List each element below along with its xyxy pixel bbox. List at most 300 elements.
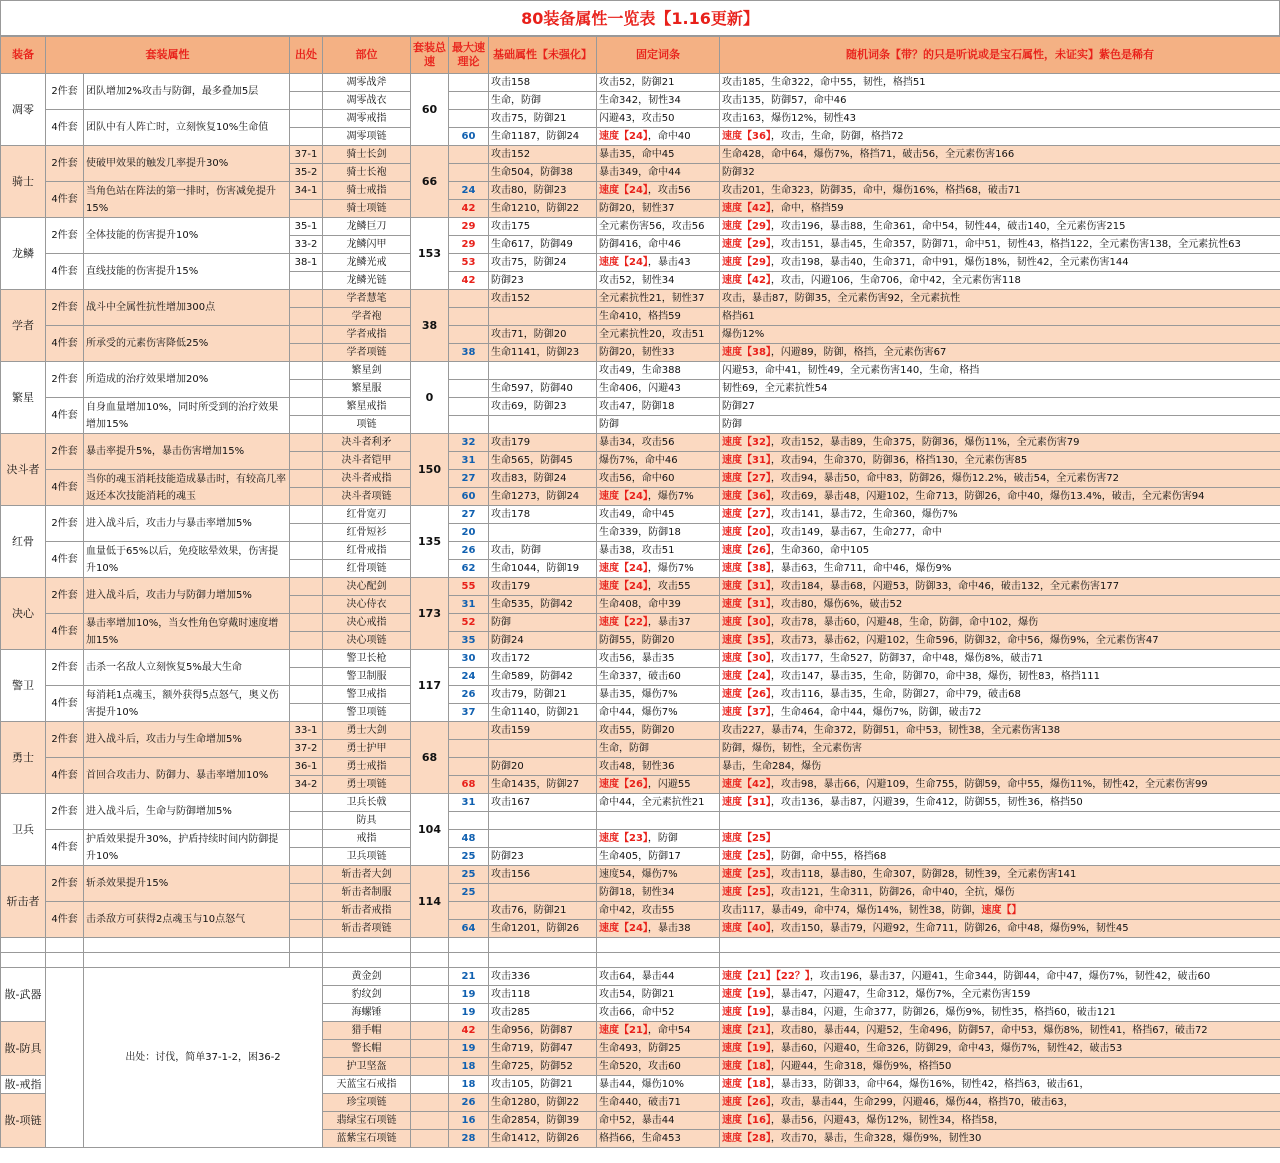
random-attr: 速度【26】，攻击，暴击44，生命299，闪避46，爆伤44，格挡70，破击63， (720, 1094, 1280, 1112)
fixed-attr: 速度【24】，暴击43 (597, 254, 720, 272)
source (290, 848, 323, 866)
set-total-speed: 66 (411, 146, 449, 218)
source (290, 506, 323, 524)
max-speed: 21 (449, 968, 489, 986)
source: 37-1 (290, 146, 323, 164)
random-attr: 速度【28】，攻击70，暴击，生命328，爆伤9%，韧性30 (720, 1130, 1280, 1148)
slot: 警卫戒指 (323, 686, 411, 704)
source (290, 884, 323, 902)
random-attr: 速度【25】，攻击118，暴击80，生命307，防御28，韧性39，全元素伤害141 (720, 866, 1280, 884)
base-attr: 生命1435，防御27 (489, 776, 597, 794)
source (290, 362, 323, 380)
speed-tag: 速度【26】 (722, 1097, 771, 1108)
base-attr (489, 830, 597, 848)
speed-tag: 速度【32】 (722, 437, 771, 448)
slot: 翡绿宝石项链 (323, 1112, 411, 1130)
slot: 学者袍 (323, 308, 411, 326)
slot: 勇士戒指 (323, 758, 411, 776)
source (290, 434, 323, 452)
base-attr: 防御20 (489, 758, 597, 776)
page-title: 80装备属性一览表【1.16更新】 (0, 0, 1280, 36)
speed-tag: 速度【31】 (722, 599, 771, 610)
empty-cell (84, 953, 290, 968)
set-name: 斩击者 (1, 866, 46, 938)
header-set-speed: 套装总速 (411, 37, 449, 74)
spacer-row (1, 953, 1280, 968)
max-speed: 37 (449, 704, 489, 722)
slot: 决心戒指 (323, 614, 411, 632)
fixed-attr: 暴击38，攻击51 (597, 542, 720, 560)
random-attr: 防御32 (720, 164, 1280, 182)
max-speed (449, 326, 489, 344)
empty-cell (46, 953, 84, 968)
fixed-attr: 暴击35，爆伤7% (597, 686, 720, 704)
table-row (1, 722, 1280, 740)
source (290, 812, 323, 830)
set-total-speed: 38 (411, 290, 449, 362)
set-total-speed (411, 1112, 449, 1130)
set-total-speed (411, 1040, 449, 1058)
slot: 龙鳞闪甲 (323, 236, 411, 254)
random-attr: 爆伤12% (720, 326, 1280, 344)
set-name: 红骨 (1, 506, 46, 578)
speed-tag: 速度【27】 (722, 509, 771, 520)
set-2pc-effect: 进入战斗后，攻击力与生命增加5% (84, 722, 290, 758)
set-2pc-effect: 战斗中全属性抗性增加300点 (84, 290, 290, 326)
source (290, 614, 323, 632)
set-2pc-label: 2件套 (46, 362, 84, 398)
table-row (1, 578, 1280, 596)
fixed-attr: 防御20，韧性37 (597, 200, 720, 218)
random-attr: 闪避53，命中41，韧性49，全元素伤害140，生命，格挡 (720, 362, 1280, 380)
table-row (1, 398, 1280, 416)
fixed-attr: 暴击44，爆伤10% (597, 1076, 720, 1094)
random-attr: 韧性69，全元素抗性54 (720, 380, 1280, 398)
max-speed: 29 (449, 218, 489, 236)
base-attr: 攻击336 (489, 968, 597, 986)
base-attr: 攻击118 (489, 986, 597, 1004)
speed-tag: 【22？】 (775, 971, 810, 982)
set-total-speed: 0 (411, 362, 449, 434)
base-attr: 攻击69，防御23 (489, 398, 597, 416)
max-speed: 42 (449, 1022, 489, 1040)
set-4pc-effect: 每消耗1点魂玉，额外获得5点怒气，奥义伤害提升10% (84, 686, 290, 722)
fixed-attr: 暴击349，命中44 (597, 164, 720, 182)
base-attr (489, 740, 597, 758)
set-4pc-effect: 暴击率增加10%，当女性角色穿戴时速度增加15% (84, 614, 290, 650)
random-attr: 速度【32】，攻击152，暴击89，生命375，防御36，爆伤11%，全元素伤害79 (720, 434, 1280, 452)
set-total-speed: 153 (411, 218, 449, 290)
max-speed (449, 290, 489, 308)
max-speed: 28 (449, 1130, 489, 1148)
empty-cell (323, 953, 411, 968)
slot: 决斗者戒指 (323, 470, 411, 488)
table-row (1, 968, 1280, 986)
max-speed: 16 (449, 1112, 489, 1130)
table-row (1, 830, 1280, 848)
table-row (1, 794, 1280, 812)
fixed-attr: 速度54，爆伤7% (597, 866, 720, 884)
source (290, 416, 323, 434)
max-speed: 48 (449, 830, 489, 848)
base-attr: 攻击105，防御21 (489, 1076, 597, 1094)
slot: 骑士长剑 (323, 146, 411, 164)
source (290, 668, 323, 686)
empty-cell (411, 938, 449, 953)
random-attr: 速度【30】，攻击78，暴击60，闪避48，生命，防御，命中102，爆伤 (720, 614, 1280, 632)
random-attr: 速度【21】【22？】，攻击196，暴击37，闪避41，生命344，防御44，命中47，爆伤7%，韧性42，破击60 (720, 968, 1280, 986)
base-attr: 攻击75，防御21 (489, 110, 597, 128)
set-total-speed (411, 1058, 449, 1076)
fixed-attr: 防御18，韧性34 (597, 884, 720, 902)
max-speed: 27 (449, 470, 489, 488)
fixed-attr: 生命408，命中39 (597, 596, 720, 614)
slot: 凋零项链 (323, 128, 411, 146)
speed-tag: 速度【24】 (599, 491, 648, 502)
fixed-attr: 生命406，闪避43 (597, 380, 720, 398)
set-total-speed (411, 968, 449, 986)
fixed-attr: 速度【24】，攻击56 (597, 182, 720, 200)
set-name: 凋零 (1, 74, 46, 146)
fixed-attr: 攻击64，暴击44 (597, 968, 720, 986)
table-row (1, 758, 1280, 776)
speed-tag: 速度【24】 (599, 923, 648, 934)
slot: 繁星剑 (323, 362, 411, 380)
random-attr: 速度【19】，暴击47，闪避47，生命312，爆伤7%，全元素伤害159 (720, 986, 1280, 1004)
speed-tag: 速度【26】 (599, 779, 648, 790)
max-speed (449, 416, 489, 434)
fixed-attr: 防御 (597, 416, 720, 434)
base-attr: 生命725，防御52 (489, 1058, 597, 1076)
base-attr: 生命，防御 (489, 92, 597, 110)
set-total-speed: 173 (411, 578, 449, 650)
source (290, 542, 323, 560)
base-attr: 生命565，防御45 (489, 452, 597, 470)
random-attr: 速度【21】，攻击80，暴击44，闪避52，生命496，防御57，命中53，爆伤8%，韧性41，格挡67，破击72 (720, 1022, 1280, 1040)
fixed-attr: 攻击47，防御18 (597, 398, 720, 416)
base-attr: 生命1187，防御24 (489, 128, 597, 146)
max-speed (449, 308, 489, 326)
set-name: 骑士 (1, 146, 46, 218)
slot: 龙鳞巨刀 (323, 218, 411, 236)
base-attr (489, 812, 597, 830)
fixed-attr: 生命405，防御17 (597, 848, 720, 866)
table-header-row (1, 37, 1280, 74)
base-attr: 攻击156 (489, 866, 597, 884)
source (290, 452, 323, 470)
header-base-attr: 基础属性【未强化】 (489, 37, 597, 74)
random-attr (720, 830, 1280, 848)
fixed-attr: 全元素伤害56，攻击56 (597, 218, 720, 236)
max-speed (449, 164, 489, 182)
slot: 骑士项链 (323, 200, 411, 218)
random-attr: 速度【38】，闪避89，防御，格挡，全元素伤害67 (720, 344, 1280, 362)
misc-group-name: 散-戒指 (1, 1076, 46, 1094)
set-4pc-effect: 护盾效果提升30%，护盾持续时间内防御提升10% (84, 830, 290, 866)
fixed-attr: 防御20，韧性33 (597, 344, 720, 362)
base-attr: 生命2854，防御39 (489, 1112, 597, 1130)
base-attr: 生命597，防御40 (489, 380, 597, 398)
max-speed: 18 (449, 1058, 489, 1076)
set-name: 龙鳞 (1, 218, 46, 290)
base-attr (489, 884, 597, 902)
base-attr: 防御23 (489, 848, 597, 866)
set-name: 勇士 (1, 722, 46, 794)
random-attr: 速度【36】，攻击69，暴击48，闪避102，生命713，防御26，命中40，爆伤13.4%，破击，全元素伤害94 (720, 488, 1280, 506)
source (290, 128, 323, 146)
base-attr: 生命617，防御49 (489, 236, 597, 254)
fixed-attr: 格挡66，生命453 (597, 1130, 720, 1148)
random-attr: 速度【31】，攻击136，暴击87，闪避39，生命412，防御55，韧性36，格挡50 (720, 794, 1280, 812)
random-attr: 速度【35】，攻击73，暴击62，闪避102，生命596，防御32，命中56，爆伤9%，全元素伤害47 (720, 632, 1280, 650)
base-attr: 攻击158 (489, 74, 597, 92)
source: 34-1 (290, 182, 323, 200)
max-speed: 38 (449, 344, 489, 362)
random-attr: 速度【19】，暴击60，闪避40，生命326，防御29，命中43，爆伤7%，韧性42，破击53 (720, 1040, 1280, 1058)
fixed-attr: 生命337，破击60 (597, 668, 720, 686)
table-row (1, 110, 1280, 128)
random-attr: 速度【16】，暴击56，闪避43，爆伤12%，韧性34，格挡58， (720, 1112, 1280, 1130)
set-4pc-label: 4件套 (46, 110, 84, 146)
source: 38-1 (290, 254, 323, 272)
max-speed: 31 (449, 596, 489, 614)
base-attr: 攻击76，防御21 (489, 902, 597, 920)
set-4pc-effect: 直线技能的伤害提升15% (84, 254, 290, 290)
empty-cell (597, 953, 720, 968)
misc-note: 出处：讨伐，简单37-1-2，困36-2 (84, 968, 323, 1148)
table-row (1, 902, 1280, 920)
fixed-attr: 攻击52，韧性34 (597, 272, 720, 290)
random-attr: 攻击117，暴击49，命中74，爆伤14%，韧性38，防御，速度【】 (720, 902, 1280, 920)
max-speed: 19 (449, 1004, 489, 1022)
speed-tag: 速度【25】 (722, 869, 771, 880)
slot: 珍宝项链 (323, 1094, 411, 1112)
speed-tag: 速度【20】 (722, 527, 771, 538)
fixed-attr: 全元素抗性21，韧性37 (597, 290, 720, 308)
source (290, 92, 323, 110)
set-4pc-effect: 当你的魂玉消耗技能造成暴击时，有较高几率返还本次技能消耗的魂玉 (84, 470, 290, 506)
slot: 骑士戒指 (323, 182, 411, 200)
max-speed: 25 (449, 884, 489, 902)
fixed-attr: 暴击34，攻击56 (597, 434, 720, 452)
base-attr (489, 416, 597, 434)
speed-tag: 速度【42】 (722, 275, 771, 286)
speed-tag: 速度【24】 (722, 671, 771, 682)
speed-tag: 速度【23】 (599, 833, 648, 844)
max-speed (449, 380, 489, 398)
max-speed: 53 (449, 254, 489, 272)
source: 35-2 (290, 164, 323, 182)
set-2pc-label: 2件套 (46, 722, 84, 758)
source (290, 902, 323, 920)
speed-tag: 速度【29】 (722, 221, 771, 232)
source (290, 470, 323, 488)
base-attr: 攻击71，防御20 (489, 326, 597, 344)
slot: 凋零战衣 (323, 92, 411, 110)
speed-tag: 速度【21】 (599, 1025, 648, 1036)
empty-cell (46, 968, 84, 1148)
speed-tag: 速度【21】 (722, 1025, 771, 1036)
speed-tag: 速度【35】 (722, 635, 771, 646)
slot: 决心配剑 (323, 578, 411, 596)
speed-tag: 速度【42】 (722, 779, 771, 790)
fixed-attr: 速度【22】，暴击37 (597, 614, 720, 632)
misc-group-name: 散-项链 (1, 1094, 46, 1148)
base-attr: 生命535，防御42 (489, 596, 597, 614)
base-attr: 攻击152 (489, 146, 597, 164)
source (290, 110, 323, 128)
set-2pc-label: 2件套 (46, 146, 84, 182)
fixed-attr: 速度【24】，攻击55 (597, 578, 720, 596)
source: 36-1 (290, 758, 323, 776)
slot: 决斗者项链 (323, 488, 411, 506)
source (290, 578, 323, 596)
set-name: 卫兵 (1, 794, 46, 866)
base-attr: 攻击167 (489, 794, 597, 812)
base-attr: 生命1141，防御23 (489, 344, 597, 362)
slot: 勇士护甲 (323, 740, 411, 758)
source (290, 920, 323, 938)
random-attr: 防御，爆伤，韧性，全元素伤害 (720, 740, 1280, 758)
source: 33-1 (290, 722, 323, 740)
slot: 斩击者大剑 (323, 866, 411, 884)
table-row (1, 182, 1280, 200)
table-row (1, 146, 1280, 164)
fixed-attr: 攻击66，命中52 (597, 1004, 720, 1022)
fixed-attr: 速度【21】，命中54 (597, 1022, 720, 1040)
slot: 斩击者项链 (323, 920, 411, 938)
speed-tag: 速度【29】 (722, 239, 771, 250)
table-row (1, 686, 1280, 704)
speed-tag: 速度【24】 (599, 185, 648, 196)
slot: 勇士大剑 (323, 722, 411, 740)
random-attr: 速度【20】，攻击149，暴击67，生命277，命中 (720, 524, 1280, 542)
slot: 豹纹剑 (323, 986, 411, 1004)
random-attr: 防御 (720, 416, 1280, 434)
slot: 卫兵长戟 (323, 794, 411, 812)
slot: 决斗者利矛 (323, 434, 411, 452)
base-attr: 攻击172 (489, 650, 597, 668)
speed-tag: 速度【24】 (599, 563, 648, 574)
speed-tag: 速度【26】 (722, 689, 771, 700)
header-source: 出处 (290, 37, 323, 74)
fixed-attr: 生命，防御 (597, 740, 720, 758)
speed-tag: 速度【16】 (722, 1115, 771, 1126)
random-attr: 速度【37】，生命464，命中44，爆伤7%，防御，破击72 (720, 704, 1280, 722)
empty-cell (46, 938, 84, 953)
max-speed (449, 902, 489, 920)
fixed-attr: 速度【23】，防御 (597, 830, 720, 848)
fixed-attr: 生命339，防御18 (597, 524, 720, 542)
set-total-speed: 150 (411, 434, 449, 506)
source (290, 596, 323, 614)
max-speed: 60 (449, 128, 489, 146)
empty-cell (290, 953, 323, 968)
speed-tag: 速度【25】 (722, 833, 776, 844)
base-attr: 攻击152 (489, 290, 597, 308)
table-row (1, 434, 1280, 452)
fixed-attr: 生命342，韧性34 (597, 92, 720, 110)
set-total-speed: 60 (411, 74, 449, 146)
base-attr: 生命589，防御42 (489, 668, 597, 686)
fixed-attr: 命中52，暴击44 (597, 1112, 720, 1130)
base-attr: 生命1140，防御21 (489, 704, 597, 722)
max-speed (449, 92, 489, 110)
source (290, 398, 323, 416)
slot: 龙鳞光戒 (323, 254, 411, 272)
speed-tag: 速度【24】 (599, 131, 648, 142)
table-row (1, 866, 1280, 884)
set-2pc-effect: 进入战斗后，攻击力与防御力增加5% (84, 578, 290, 614)
base-attr: 防御23 (489, 272, 597, 290)
fixed-attr (597, 812, 720, 830)
random-attr: 攻击135，防御57，命中46 (720, 92, 1280, 110)
set-2pc-effect: 全体技能的伤害提升10% (84, 218, 290, 254)
fixed-attr: 攻击49，生命388 (597, 362, 720, 380)
set-total-speed: 117 (411, 650, 449, 722)
set-total-speed (411, 1076, 449, 1094)
max-speed: 20 (449, 524, 489, 542)
random-attr: 攻击227，暴击74，生命372，防御51，命中53，韧性38，全元素伤害138 (720, 722, 1280, 740)
source: 33-2 (290, 236, 323, 254)
random-attr: 攻击185，生命322，命中55，韧性，格挡51 (720, 74, 1280, 92)
base-attr (489, 362, 597, 380)
set-total-speed: 104 (411, 794, 449, 866)
max-speed (449, 398, 489, 416)
fixed-attr: 命中44，全元素抗性21 (597, 794, 720, 812)
header-random: 随机词条【带？的只是听说或是宝石属性，未证实】紫色是稀有 (720, 37, 1280, 74)
slot: 繁星服 (323, 380, 411, 398)
random-attr: 防御27 (720, 398, 1280, 416)
random-attr: 速度【27】，攻击94，暴击50，命中83，防御26，爆伤12.2%，破击54，全元素伤害72 (720, 470, 1280, 488)
speed-tag: 速度【38】 (722, 563, 771, 574)
set-4pc-effect: 所承受的元素伤害降低25% (84, 326, 290, 362)
max-speed: 31 (449, 452, 489, 470)
max-speed (449, 362, 489, 380)
fixed-attr: 闪避43，攻击50 (597, 110, 720, 128)
base-attr: 攻击83，防御24 (489, 470, 597, 488)
fixed-attr: 攻击56，命中60 (597, 470, 720, 488)
base-attr: 生命956，防御87 (489, 1022, 597, 1040)
base-attr: 生命1273，防御24 (489, 488, 597, 506)
misc-group-name: 散-武器 (1, 968, 46, 1022)
slot: 天蓝宝石戒指 (323, 1076, 411, 1094)
fixed-attr: 攻击48，韧性36 (597, 758, 720, 776)
empty-cell (1, 938, 46, 953)
set-2pc-label: 2件套 (46, 218, 84, 254)
set-name: 决斗者 (1, 434, 46, 506)
base-attr: 攻击179 (489, 578, 597, 596)
set-4pc-label: 4件套 (46, 542, 84, 578)
set-4pc-effect: 团队中有人阵亡时，立刻恢复10%生命值 (84, 110, 290, 146)
table-row (1, 470, 1280, 488)
set-name: 学者 (1, 290, 46, 362)
max-speed (449, 722, 489, 740)
slot: 警卫项链 (323, 704, 411, 722)
set-2pc-effect: 斩杀效果提升15% (84, 866, 290, 902)
misc-group-name: 散-防具 (1, 1022, 46, 1076)
speed-tag: 速度【24】 (599, 581, 648, 592)
source (290, 200, 323, 218)
slot: 红骨短衫 (323, 524, 411, 542)
table-row (1, 254, 1280, 272)
random-attr: 速度【31】，攻击184，暴击68，闪避53，防御33，命中46，破击132，全元素伤害177 (720, 578, 1280, 596)
base-attr: 生命1412，防御26 (489, 1130, 597, 1148)
slot: 防具 (323, 812, 411, 830)
set-4pc-effect: 血量低于65%以后，免疫眩晕效果，伤害提升10% (84, 542, 290, 578)
set-name: 繁星 (1, 362, 46, 434)
speed-tag: 速度【30】 (722, 617, 771, 628)
